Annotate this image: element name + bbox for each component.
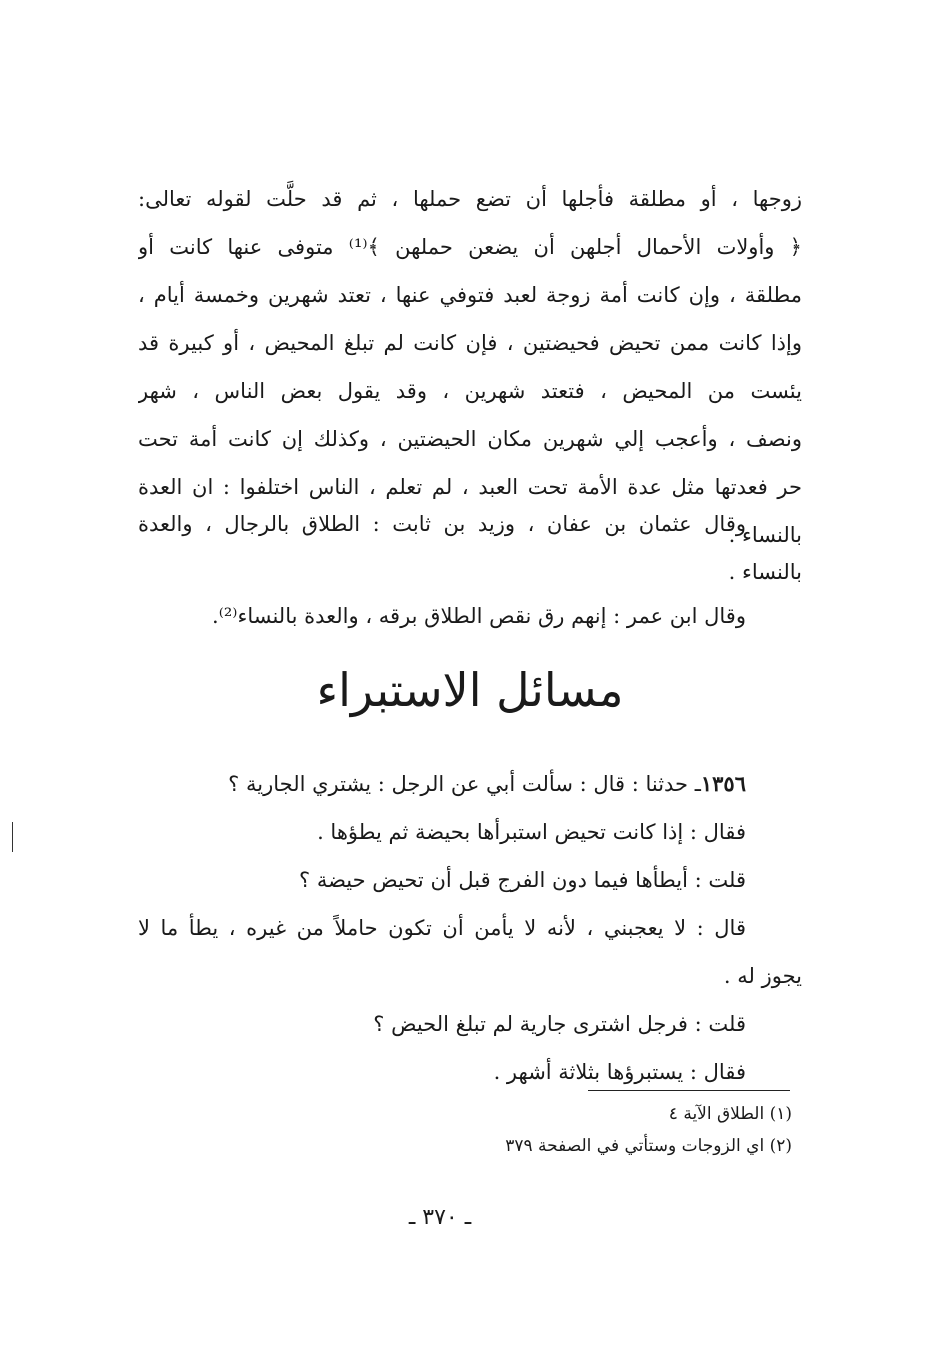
page-number: ـ ٣٧٠ ـ: [408, 1205, 472, 1230]
hadith-first-line: [138, 760, 802, 808]
text-line: زوجها ، أو مطلقة فأجلها أن تضع حملها ، ثم قد حلَّت لقوله تعالى:: [138, 187, 802, 211]
text-line: يئست من المحيض ، فتعتد شهرين ، وقد يقول بعض الناس ، شهر: [138, 379, 802, 403]
text-line: قال : لا يعجبني ، لأنه لا يأمن أن تكون حاملاً من غيره ، يطأ ما لا: [138, 916, 746, 940]
text-line: وقال ابن عمر : إنهم رق نقص الطلاق برقه ، والعدة بالنساء⁽²⁾.: [212, 604, 746, 628]
margin-mark: [12, 822, 23, 852]
hadith-block: [138, 760, 802, 1096]
text-line: حر فعدتها مثل عدة الأمة تحت العبد ، لم تعلم ، الناس اختلفوا : ان العدة: [138, 475, 802, 499]
text-line: ﴿ وأولات الأحمال أجلهن أن يضعن حملهن ﴾⁽¹⁾ متوفى عنها كانت أو: [138, 235, 802, 259]
hadith-number: ١٣٥٦: [700, 771, 746, 796]
text-line: قلت : فرجل اشترى جارية لم تبلغ الحيض ؟: [373, 1012, 746, 1036]
text-line: بالنساء .: [728, 560, 802, 584]
text-line: وقال عثمان بن عفان ، وزيد بن ثابت : الطلاق بالرجال ، والعدة: [138, 512, 746, 536]
paragraph-uthman-zayd: [138, 500, 802, 596]
text-line: ونصف ، وأعجب إلي شهرين مكان الحيضتين ، وكذلك إن كانت أمة تحت: [138, 427, 802, 451]
hadith-first-line-text: ـ حدثنا : قال : سألت أبي عن الرجل : يشتري الجارية ؟: [228, 772, 701, 796]
footnote-divider: [588, 1090, 790, 1091]
paragraph-ibn-umar: [138, 592, 802, 640]
footnote: (٢) اي الزوجات وستأتي في الصفحة ٣٧٩: [505, 1136, 792, 1156]
text-line: يجوز له .: [723, 964, 802, 988]
section-title: مسائل الاستبراء: [316, 663, 624, 717]
text-line: قلت : أيطأها فيما دون الفرج قبل أن تحيض حيضة ؟: [299, 868, 746, 892]
footnote: (١) الطلاق الآية ٤: [668, 1104, 792, 1124]
text-line: بالنساء .: [728, 523, 802, 547]
text-line: فقال : إذا كانت تحيض استبرأها بحيضة ثم يطؤها .: [317, 820, 746, 844]
text-line: فقال : يستبرؤها بثلاثة أشهر .: [493, 1060, 746, 1084]
text-line: مطلقة ، وإن كانت أمة زوجة لعبد فتوفي عنها ، تعتد شهرين وخمسة أيام ،: [138, 283, 802, 307]
footnotes: [400, 1098, 792, 1162]
text-line: وإذا كانت ممن تحيض فحيضتين ، فإن كانت لم تبلغ المحيض ، أو كبيرة قد: [138, 331, 802, 355]
